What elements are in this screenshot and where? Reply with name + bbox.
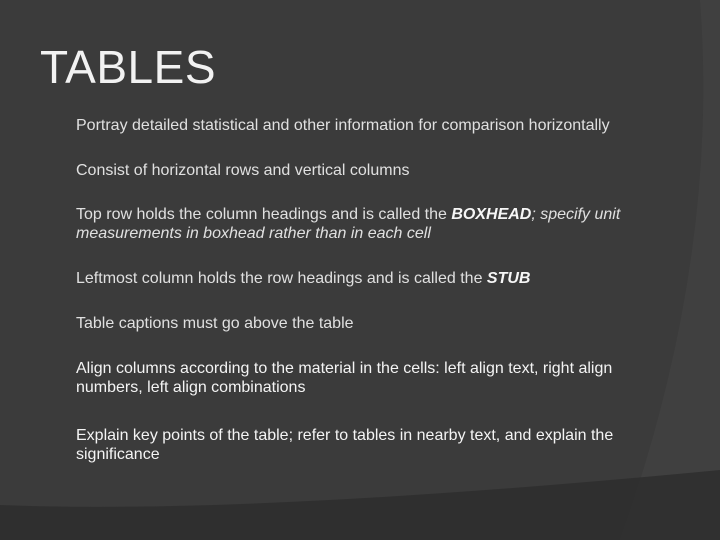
bullet-text: Align columns according to the material in the cells: left align text, right align numbers, left align combinations xyxy=(76,360,613,396)
slide-title: TABLES xyxy=(40,41,216,93)
boxhead-keyword: BOXHEAD xyxy=(451,206,532,223)
bullet-item xyxy=(44,269,674,288)
bullet-item xyxy=(44,314,674,333)
bullet-item xyxy=(44,359,674,397)
stub-keyword: STUB xyxy=(486,270,531,287)
bullet-text xyxy=(76,205,674,243)
bullet-text-post: ; specify unit measurements in boxhead rather than in each cell xyxy=(76,206,625,242)
bullet-item xyxy=(44,161,674,180)
bullet-item xyxy=(44,426,674,464)
bullet-text-pre: Leftmost column holds the row headings and is called the xyxy=(76,270,487,287)
bullet-item xyxy=(44,116,674,135)
bullet-text-pre: Top row holds the column headings and is called the xyxy=(76,206,452,223)
bullet-text: Table captions must go above the table xyxy=(76,315,354,332)
bullet-text: Consist of horizontal rows and vertical columns xyxy=(76,162,410,179)
bullet-text xyxy=(76,269,674,288)
bullet-item xyxy=(44,205,674,243)
bullet-text: Explain key points of the table; refer to tables in nearby text, and explain the significance xyxy=(76,427,614,463)
bullet-text: Portray detailed statistical and other information for comparison horizontally xyxy=(76,117,610,134)
